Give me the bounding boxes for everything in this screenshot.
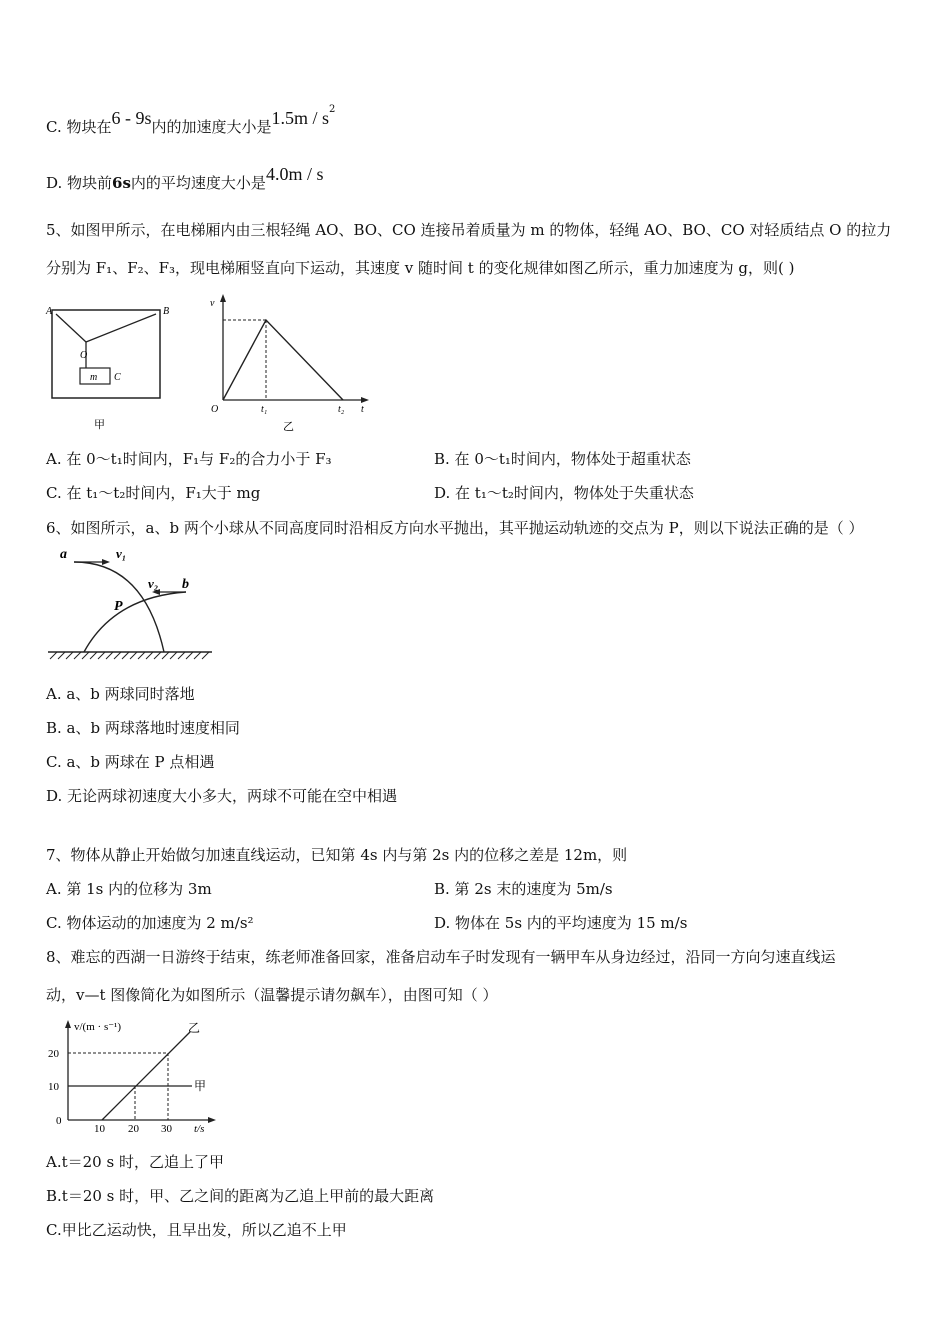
xtick-20: 20 — [128, 1123, 139, 1135]
q4-option-d — [46, 164, 324, 193]
ytick-20: 20 — [48, 1048, 59, 1060]
caption-yi: 乙 — [283, 421, 294, 433]
label-m: m — [90, 372, 98, 383]
v-t-line — [223, 320, 343, 400]
q5-stem-line2: 分别为 F₁、F₂、F₃，现电梯厢竖直向下运动，其速度 v 随时间 t 的变化规律如图乙所示，重力加速度为 g，则( ) — [46, 259, 795, 277]
v-axis-arrow — [220, 294, 226, 302]
label-c: C — [114, 372, 121, 383]
q6-stem: 6、如图所示，a、b 两个小球从不同高度同时沿相反方向水平抛出，其平抛运动轨迹的交点为 P，则以下说法正确的是（ ） — [46, 519, 864, 537]
q4-c-mid: 内的加速度大小是 — [151, 118, 272, 136]
ground-hatching — [50, 652, 209, 659]
q4-c-value: 1.5m / s — [271, 108, 330, 128]
label-origin: O — [211, 404, 219, 415]
elevator-box — [52, 310, 160, 398]
q4-d-mid: 内的平均速度大小是 — [130, 174, 266, 192]
q6-figure — [44, 542, 219, 664]
q4-d-bold: 6s — [112, 174, 131, 192]
trajectory-b — [84, 592, 186, 652]
q8-stem-line2: 动，v—t 图像简化为如图所示（温馨提示请勿飙车），由图可知（ ） — [46, 986, 498, 1004]
rope-ao — [56, 314, 86, 342]
q6-option-b: B. a、b 两球落地时速度相同 — [46, 719, 240, 737]
q6-option-c: C. a、b 两球在 P 点相遇 — [46, 753, 215, 771]
q8-stem-line1: 8、难忘的西湖一日游终于结束，练老师准备回家，准备启动车子时发现有一辆甲车从身边经过，沿同一方向匀速直线运 — [46, 948, 836, 966]
q7-option-d: D. 物体在 5s 内的平均速度为 15 m/s — [434, 914, 688, 932]
label-t: t — [361, 404, 364, 415]
q8-option-a: A.t＝20 s 时，乙追上了甲 — [46, 1153, 224, 1171]
q4-c-prefix: C. 物块在 — [46, 118, 112, 136]
label-a: a — [60, 547, 67, 562]
v1-arrowhead — [102, 559, 110, 565]
q7-option-c: C. 物体运动的加速度为 2 m/s² — [46, 914, 254, 932]
ytick-0: 0 — [56, 1115, 62, 1127]
q5-figure-yi — [205, 290, 375, 435]
q8-figure — [44, 1012, 224, 1140]
label-a: A — [46, 306, 53, 317]
label-jia: 甲 — [194, 1079, 207, 1093]
q8-option-c: C.甲比乙运动快，且早出发，所以乙追不上甲 — [46, 1221, 347, 1239]
xtick-30: 30 — [161, 1123, 172, 1135]
q5-option-c: C. 在 t₁～t₂时间内，F₁大于 mg — [46, 484, 261, 502]
q5-option-b: B. 在 0～t₁时间内，物体处于超重状态 — [434, 450, 691, 468]
q5-option-d: D. 在 t₁～t₂时间内，物体处于失重状态 — [434, 484, 694, 502]
q6-option-a: A. a、b 两球同时落地 — [46, 685, 195, 703]
label-o: O — [80, 350, 88, 361]
label-p: P — [114, 599, 123, 614]
label-v: v — [210, 298, 215, 309]
label-b: B — [163, 306, 170, 317]
q6-option-d: D. 无论两球初速度大小多大，两球不可能在空中相遇 — [46, 787, 398, 805]
ytick-10: 10 — [48, 1081, 59, 1093]
line-yi — [102, 1032, 190, 1120]
v-axis-arrow — [65, 1020, 71, 1028]
q7-option-a: A. 第 1s 内的位移为 3m — [46, 880, 212, 898]
y-axis-label: v/(m · s⁻¹) — [74, 1021, 121, 1033]
q5-figure-jia — [44, 300, 174, 435]
q4-d-value: 4.0m / s — [265, 164, 324, 184]
t-axis-arrow — [361, 397, 369, 403]
q5-stem-line1: 5、如图甲所示，在电梯厢内由三根轻绳 AO、BO、CO 连接吊着质量为 m 的物体，轻绳 AO、BO、CO 对轻质结点 O 的拉力 — [46, 221, 892, 239]
label-v2: v₂ — [148, 576, 159, 591]
label-yi: 乙 — [188, 1021, 201, 1035]
q7-option-b: B. 第 2s 末的速度为 5m/s — [434, 880, 613, 898]
caption-jia: 甲 — [94, 419, 105, 431]
q7-stem: 7、物体从静止开始做匀加速直线运动，已知第 4s 内与第 2s 内的位移之差是 12m，则 — [46, 846, 628, 864]
x-axis-label: t/s — [194, 1123, 205, 1135]
rope-bo — [86, 314, 156, 342]
label-t1: t₁ — [261, 404, 268, 415]
label-b: b — [182, 577, 189, 592]
label-t2: t₂ — [338, 404, 345, 415]
t-axis-arrow — [208, 1117, 216, 1123]
q8-option-b: B.t＝20 s 时，甲、乙之间的距离为乙追上甲前的最大距离 — [46, 1187, 435, 1205]
xtick-10: 10 — [94, 1123, 105, 1135]
q4-c-range: 6 - 9s — [111, 108, 152, 128]
q4-option-c — [46, 104, 336, 137]
q4-d-prefix: D. 物块前 — [46, 174, 113, 192]
q4-c-exponent: 2 — [329, 104, 336, 115]
q5-option-a: A. 在 0～t₁时间内，F₁与 F₂的合力小于 F₃ — [46, 450, 332, 468]
label-v1: v₁ — [116, 546, 127, 561]
